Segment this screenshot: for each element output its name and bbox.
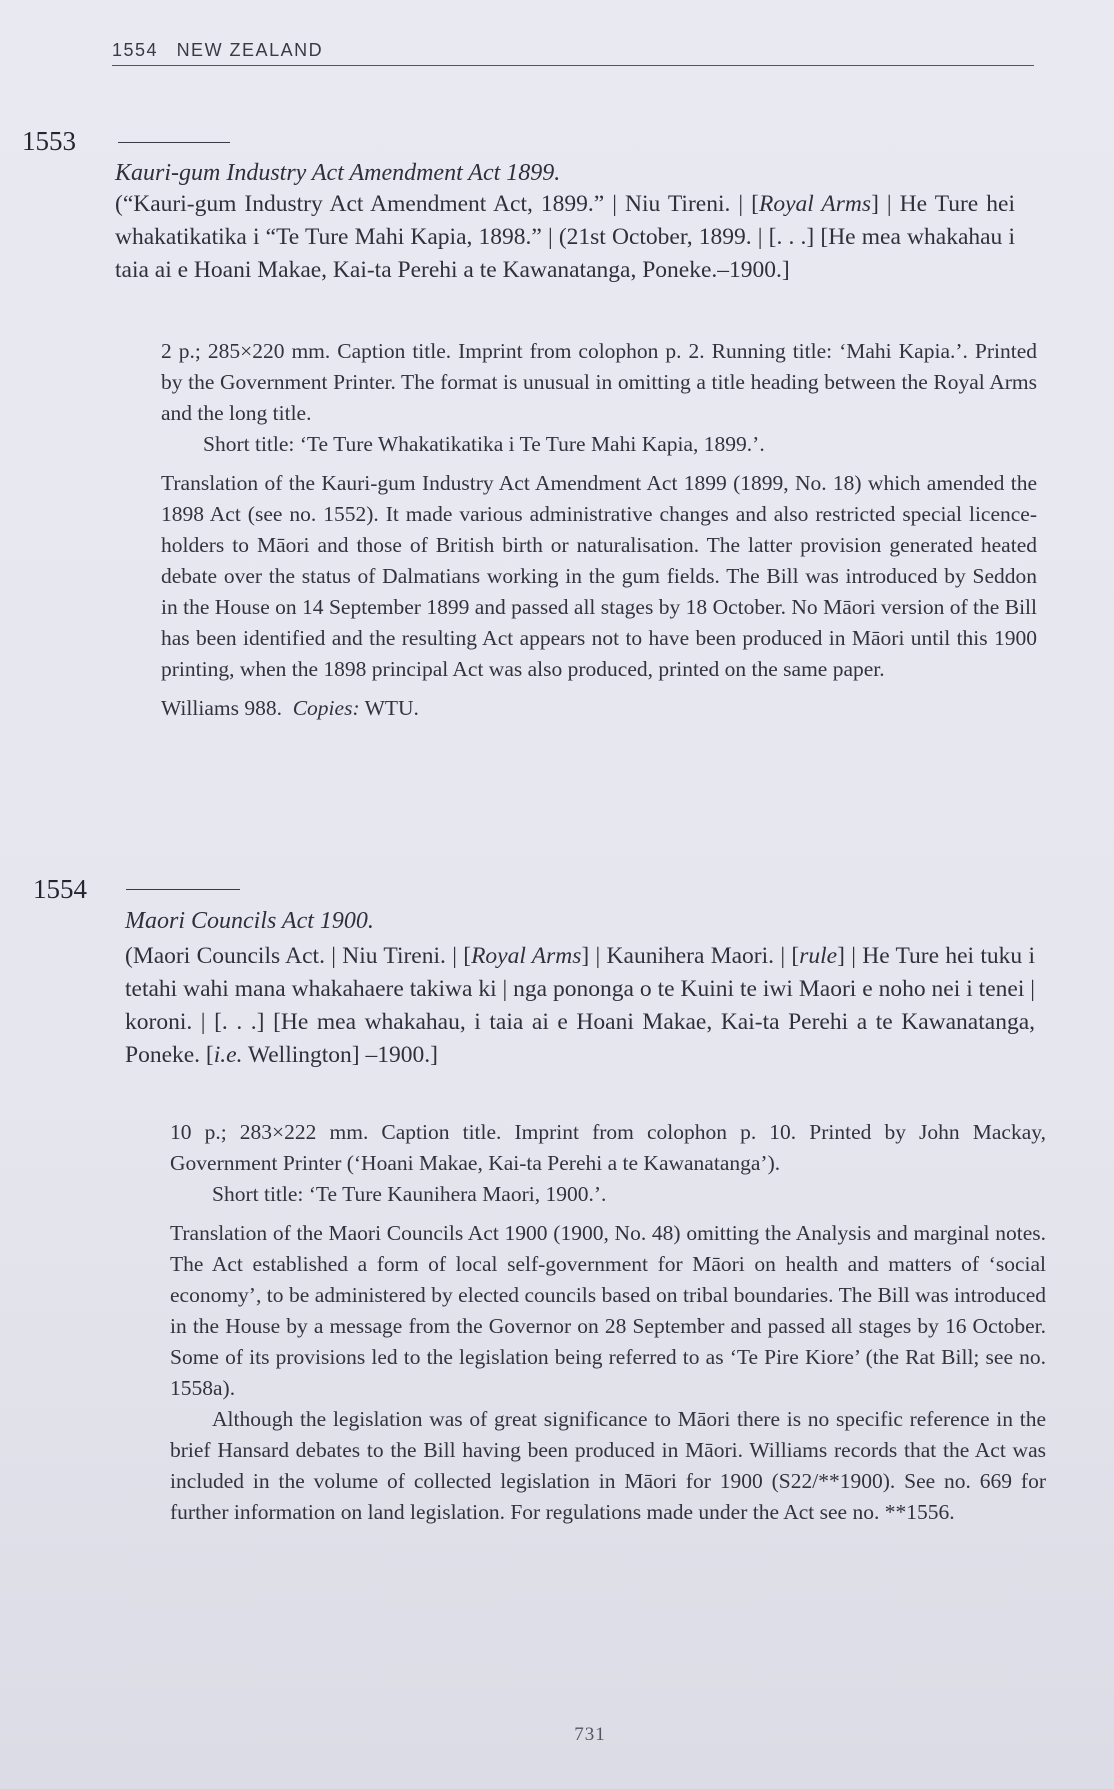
entry-note: Translation of the Kauri-gum Industry Act Amendment Act 1899 (1899, No. 18) which amended the 1898 Act (see no. 1552). It made various administrative changes and also restricted special licence-holders to Māori and those of British birth or naturalisation. The latter provision generated heated debate over the status of Dalmatians working in the gum fields. The Bill was introduced by Seddon in the House on 14 September 1899 and passed all stages by 18 October. No Māori version of the Bill has been identified and the resulting Act appears not to have been produced in Māori until this 1900 printing, when the 1898 principal Act was also produced, printed on the same paper.: [161, 471, 1037, 681]
transcription-text: ] | Kaunihera Maori. | [: [581, 943, 800, 969]
copies-value: WTU.: [364, 696, 419, 720]
running-header: [112, 40, 1034, 66]
header-section-title: NEW ZEALAND: [176, 40, 324, 60]
entry-collation: 2 p.; 285×220 mm. Caption title. Imprint from colophon p. 2. Running title: ‘Mahi Kapia.’. Printed by the Government Printer. The format is unusual in omitting a title heading between the Royal Arms and the long title.: [161, 339, 1037, 425]
entry-title: Maori Councils Act 1900.: [125, 908, 374, 934]
entry-note: Translation of the Maori Councils Act 1900 (1900, No. 48) omitting the Analysis and marginal notes. The Act established a form of local self-government for Māori on health and matters of ‘social economy’, to be administered by elected councils based on tribal boundaries. The Bill was introduced in the House by a message from the Governor on 28 September and passed all stages by 16 October. Some of its provisions led to the legislation being referred to as ‘Te Pire Kiore’ (the Rat Bill; see no. 1558a).: [170, 1221, 1046, 1400]
entry-note-continued: Although the legislation was of great significance to Māori there is no specific reference in the brief Hansard debates to the Bill having been produced in Māori. Williams records that the Act was included in the volume of collected legislation in Māori for 1900 (S22/**1900). See no. 669 for further information on land legislation. For regulations made under the Act see no. **1556.: [170, 1407, 1046, 1524]
entry-short-title: Short title: ‘Te Ture Kaunihera Maori, 1900.’.: [212, 1182, 607, 1206]
header-page-number: 1554: [112, 40, 159, 60]
transcription-ie: i.e.: [213, 1042, 243, 1068]
transcription-text: ] | He Ture hei tuku i tetahi wahi mana whakahaere takiwa ki | nga pononga o te Kuini te iwi Maori e noho nei i tenei | koroni. | [. . .] [He mea whakahau, i taia ai e Hoani Makae, Kai-ta Perehi a te Kawanatanga, Poneke. [: [125, 943, 1036, 1068]
entry-number: 1554: [33, 874, 87, 904]
transcription-royal-arms: Royal Arms: [759, 191, 872, 217]
entry-short-title: Short title: ‘Te Ture Whakatikatika i Te Ture Mahi Kapia, 1899.’.: [203, 432, 765, 456]
copies-label: Copies:: [292, 696, 360, 720]
transcription-text: (“Kauri-gum Industry Act Amendment Act, 1899.” | Niu Tireni. | [: [115, 191, 759, 217]
entry-reference: [161, 693, 1037, 724]
page-number: 731: [574, 1724, 606, 1745]
entry-notes: [170, 1117, 1046, 1528]
entry-number: 1553: [22, 126, 76, 156]
entry-dash: [118, 142, 230, 143]
transcription-rule: rule: [799, 943, 838, 969]
transcription-royal-arms: Royal Arms: [471, 943, 582, 969]
entry-transcription: [125, 940, 1035, 1072]
entry-collation: 10 p.; 283×222 mm. Caption title. Imprint from colophon p. 10. Printed by John Mackay, Government Printer (‘Hoani Makae, Kai-ta Perehi a te Kawanatanga’).: [170, 1120, 1046, 1175]
transcription-text: ] | He Ture hei whakatikatika i “Te Ture Mahi Kapia, 1898.” | (21st October, 1899. | [. . .] [He mea whakahau i taia ai e Hoani Makae, Kai-ta Perehi a te Kawanatanga, Poneke.–1900.]: [115, 191, 1015, 283]
entry-notes: [161, 336, 1037, 724]
reference-text: Williams 988.: [161, 696, 282, 720]
entry-title: Kauri-gum Industry Act Amendment Act 1899.: [115, 160, 561, 186]
entry-transcription: [115, 188, 1015, 287]
entry-dash: [126, 889, 240, 890]
transcription-text: (Maori Councils Act. | Niu Tireni. | [: [125, 943, 472, 969]
transcription-text: Wellington] –1900.]: [242, 1042, 438, 1068]
